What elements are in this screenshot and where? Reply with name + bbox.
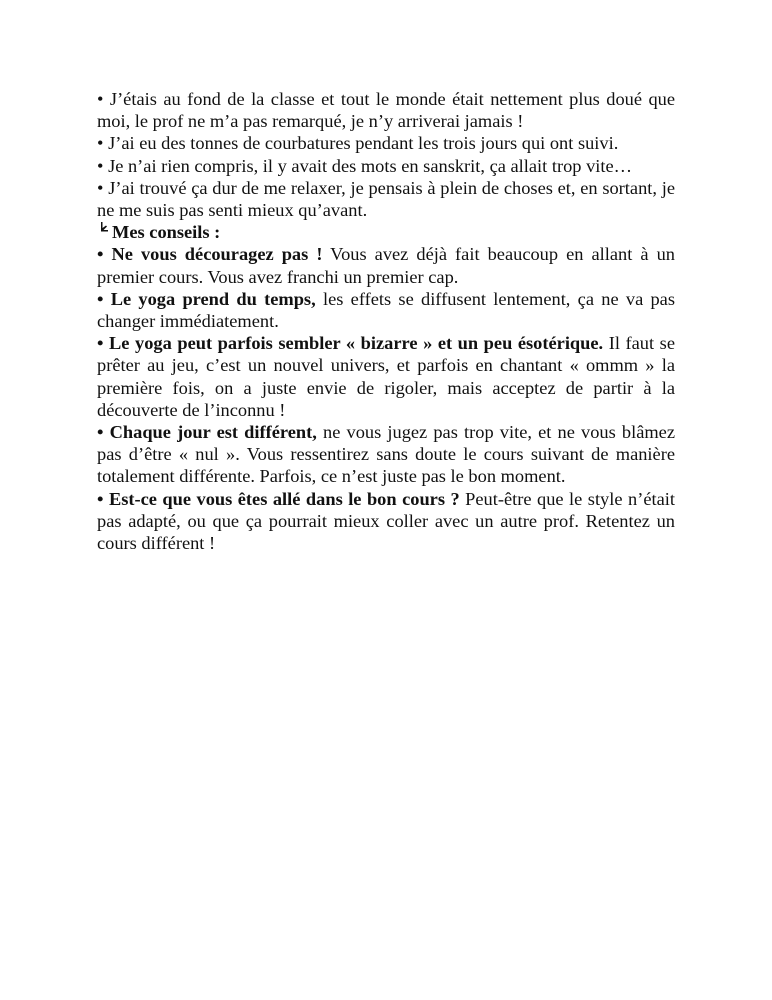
- advice-item-text: ne vous jugez pas trop vite, et ne vous blâmez pas d’être « nul ». Vous ressentirez sans doute le cours suivant de manière totalement différente. Parfois, ce n’est juste pas le bon moment.: [97, 422, 675, 487]
- advice-item: [97, 332, 675, 421]
- document-page: [97, 88, 675, 554]
- list-item: [97, 177, 675, 221]
- advice-item-lead: Est-ce que vous êtes allé dans le bon cours ?: [108, 488, 460, 509]
- pointer-mark-icon: [98, 221, 111, 239]
- advice-item-text: Vous avez déjà fait beaucoup en allant à un premier cours. Vous avez franchi un premier cap.: [97, 244, 675, 287]
- bullet: •: [97, 488, 104, 509]
- list-item-text: J’étais au fond de la classe et tout le monde était nettement plus doué que moi, le prof ne m’a pas remarqué, je n’y arriverai jamais !: [97, 89, 675, 132]
- list-item: [97, 155, 675, 177]
- advice-item-lead: Le yoga prend du temps,: [110, 288, 316, 309]
- list-item-text: Je n’ai rien compris, il y avait des mots en sanskrit, ça allait trop vite…: [108, 155, 633, 176]
- bullet: •: [97, 155, 104, 176]
- advice-item: [97, 288, 675, 332]
- list-item: [97, 132, 675, 154]
- advice-item: [97, 243, 675, 287]
- bullet: •: [97, 244, 104, 265]
- bullet: •: [97, 177, 104, 198]
- advice-item-text: les effets se diffusent lentement, ça ne va pas changer immédiatement.: [97, 288, 676, 332]
- list-item: [97, 88, 675, 132]
- advice-item: [97, 421, 675, 488]
- advice-item-text: Peut-être que le style n’était pas adapté, ou que ça pourrait mieux coller avec un autre prof. Retentez un cours différent !: [97, 488, 675, 554]
- list-item-text: J’ai trouvé ça dur de me relaxer, je pensais à plein de choses et, en sortant, je ne me suis pas senti mieux qu’avant.: [97, 177, 675, 221]
- bullet: •: [97, 288, 104, 309]
- advice-item-lead: Ne vous découragez pas !: [111, 244, 323, 265]
- advice-heading: [97, 221, 675, 243]
- advice-item-text: Il faut se prêter au jeu, c’est un nouvel univers, et parfois en chantant « ommm » la première fois, on a juste envie de rigoler, mais acceptez de partir à la découverte de l’inconnu !: [97, 333, 675, 420]
- bullet: •: [97, 133, 104, 154]
- bullet: •: [97, 89, 104, 109]
- list-item-text: J’ai eu des tonnes de courbatures pendant les trois jours qui ont suivi.: [108, 133, 619, 154]
- advice-item: [97, 488, 675, 555]
- advice-heading-text: Mes conseils :: [112, 222, 221, 243]
- bullet: •: [97, 333, 104, 354]
- bullet: •: [97, 422, 104, 443]
- advice-item-lead: Chaque jour est différent,: [109, 422, 317, 443]
- advice-item-lead: Le yoga peut parfois sembler « bizarre » et un peu ésotérique.: [109, 333, 604, 354]
